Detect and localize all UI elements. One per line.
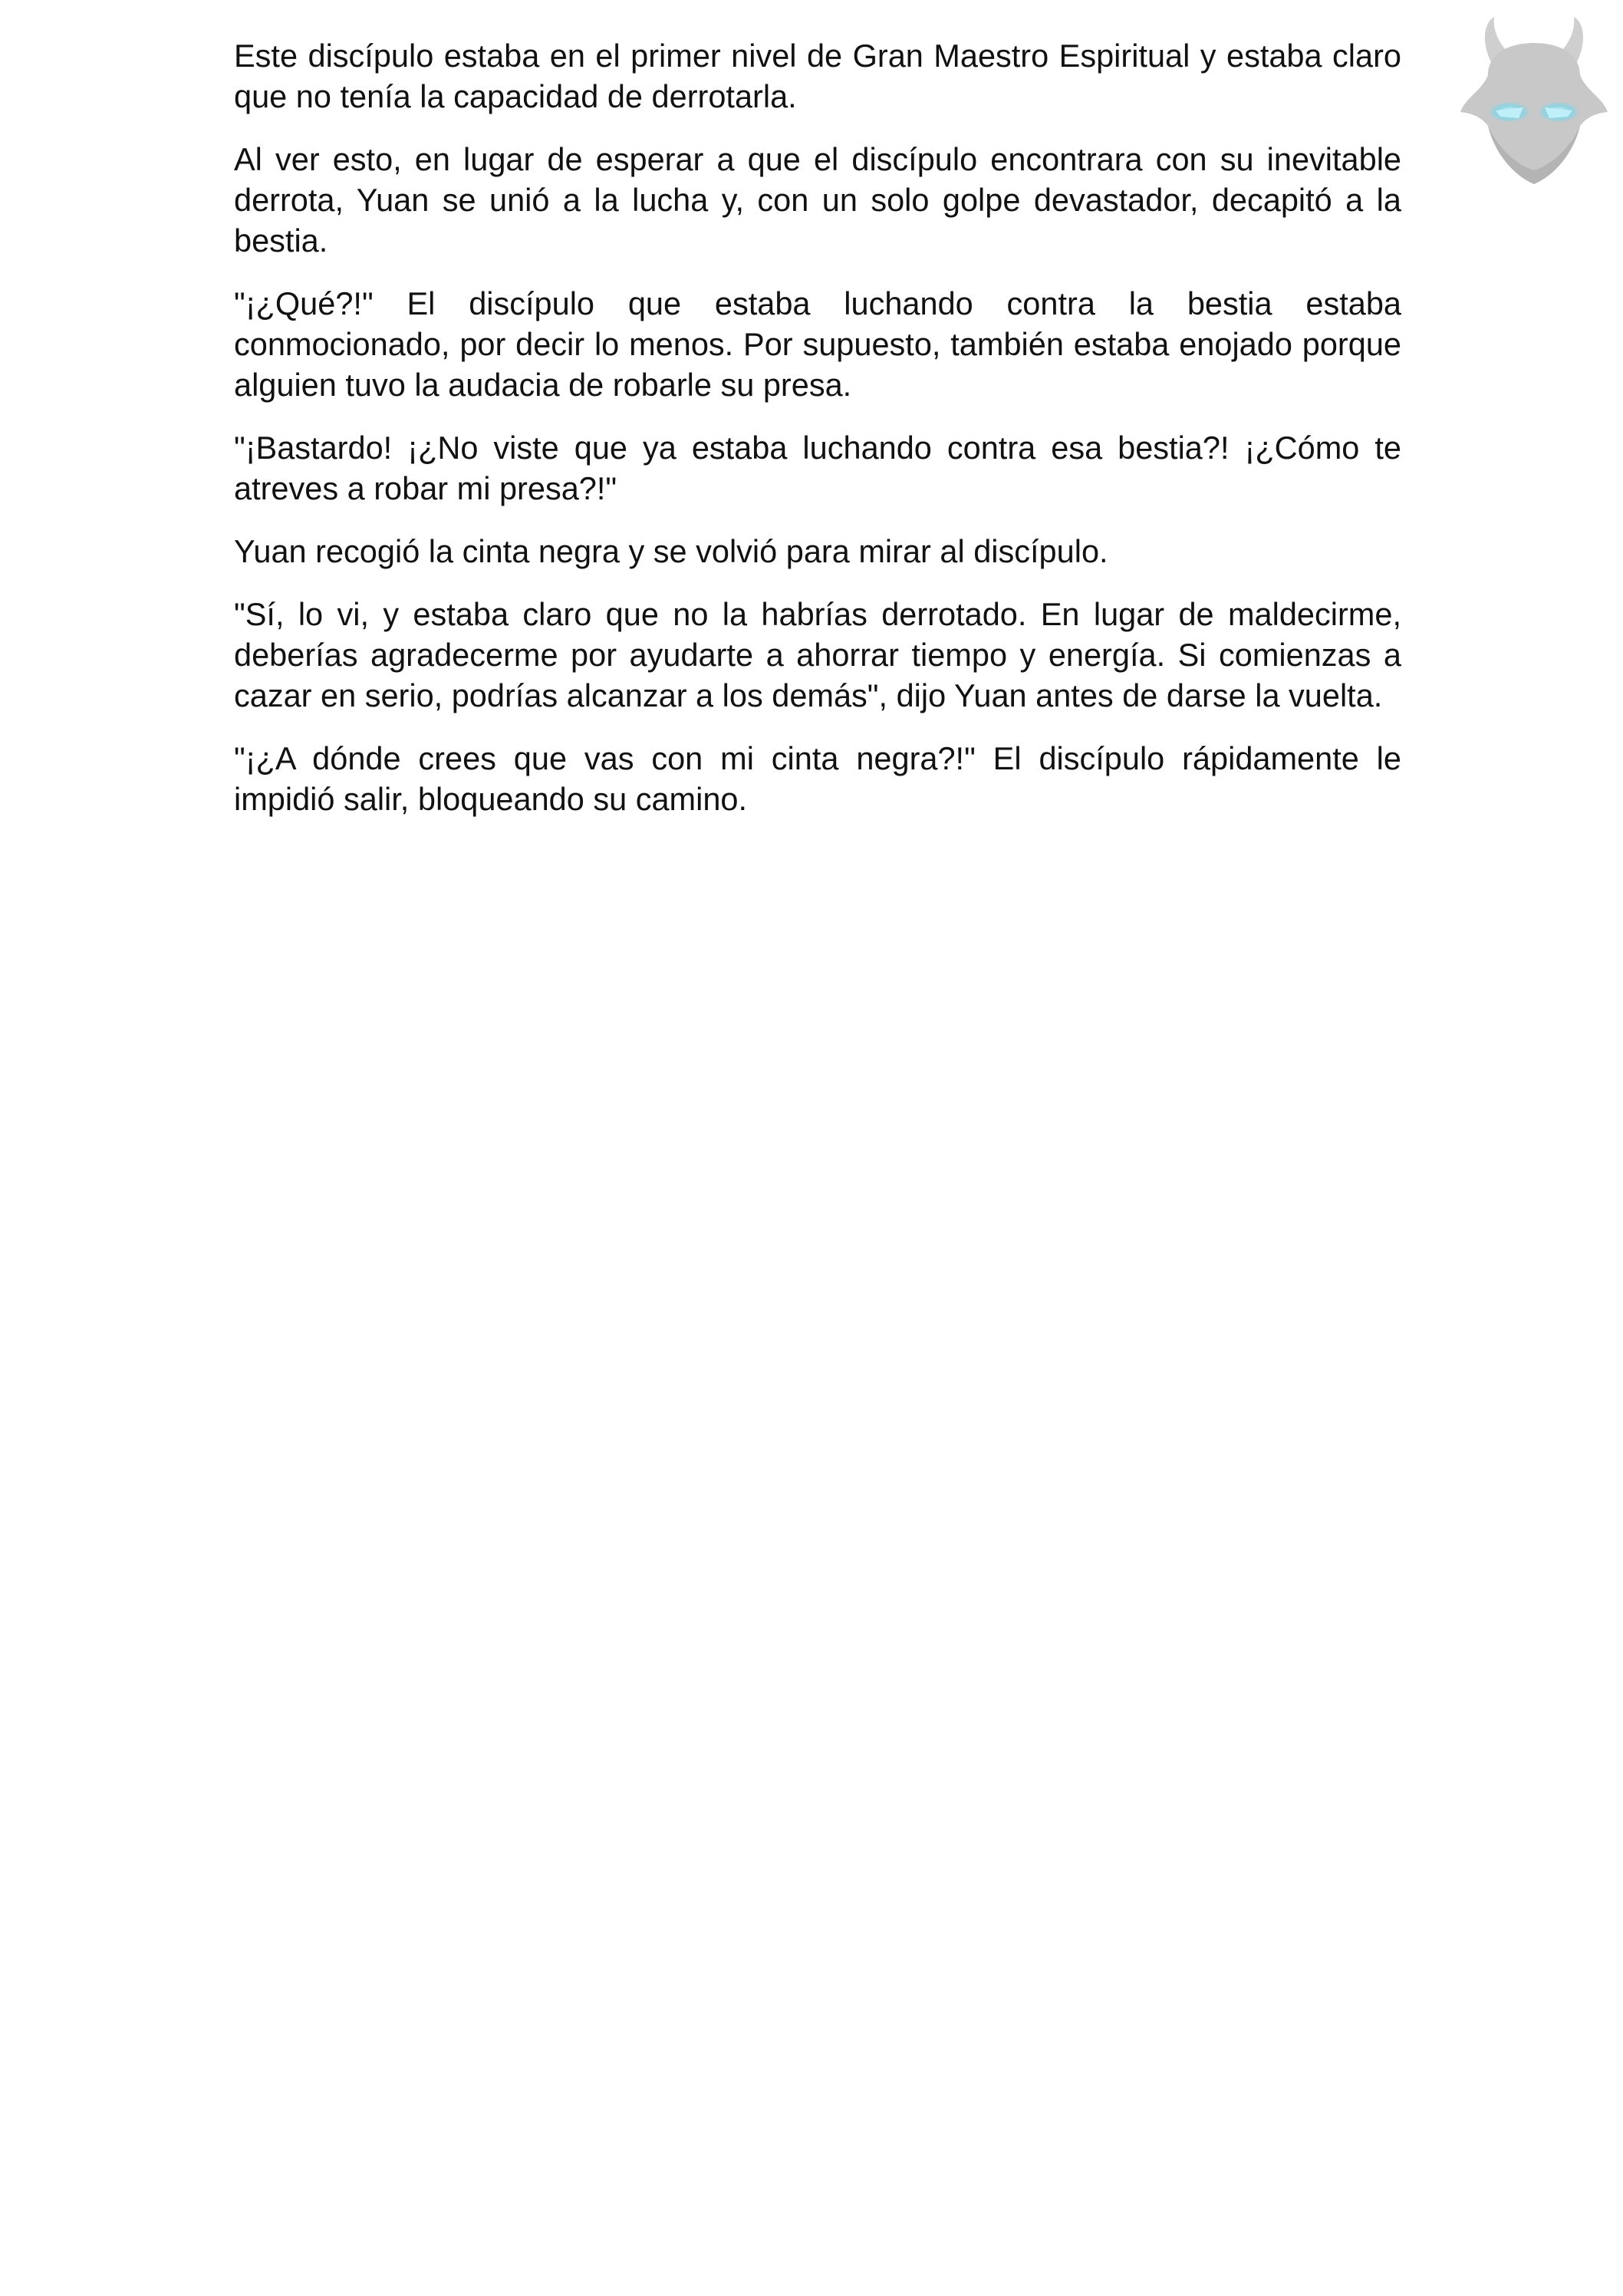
paragraph: "Sí, lo vi, y estaba claro que no la habrías derrotado. En lugar de maldecirme, deberías agradecerme por ayudarte a ahorrar tiempo y energía. Si comienzas a cazar en serio, podrías alcanzar a los demás", dijo Yuan antes de darse la vuelta. <box>234 596 1401 713</box>
paragraph: "¡Bastardo! ¡¿No viste que ya estaba luchando contra esa bestia?! ¡¿Cómo te atreves a robar mi presa?!" <box>234 430 1401 506</box>
paragraph: Este discípulo estaba en el primer nivel de Gran Maestro Espiritual y estaba claro que no tenía la capacidad de derrotarla. <box>234 38 1401 114</box>
body-text <box>234 35 1401 842</box>
paragraph: Yuan recogió la cinta negra y se volvió para mirar al discípulo. <box>234 533 1108 569</box>
paragraph: "¡¿A dónde crees que vas con mi cinta negra?!" El discípulo rápidamente le impidió salir, bloqueando su camino. <box>234 740 1401 817</box>
paragraph: Al ver esto, en lugar de esperar a que el discípulo encontrara con su inevitable derrota, Yuan se unió a la lucha y, con un solo golpe devastador, decapitó a la bestia. <box>234 141 1401 259</box>
demon-head-logo-icon <box>1457 14 1611 190</box>
paragraph: "¡¿Qué?!" El discípulo que estaba luchando contra la bestia estaba conmocionado, por decir lo menos. Por supuesto, también estaba enojado porque alguien tuvo la audacia de robarle su presa. <box>234 285 1401 403</box>
